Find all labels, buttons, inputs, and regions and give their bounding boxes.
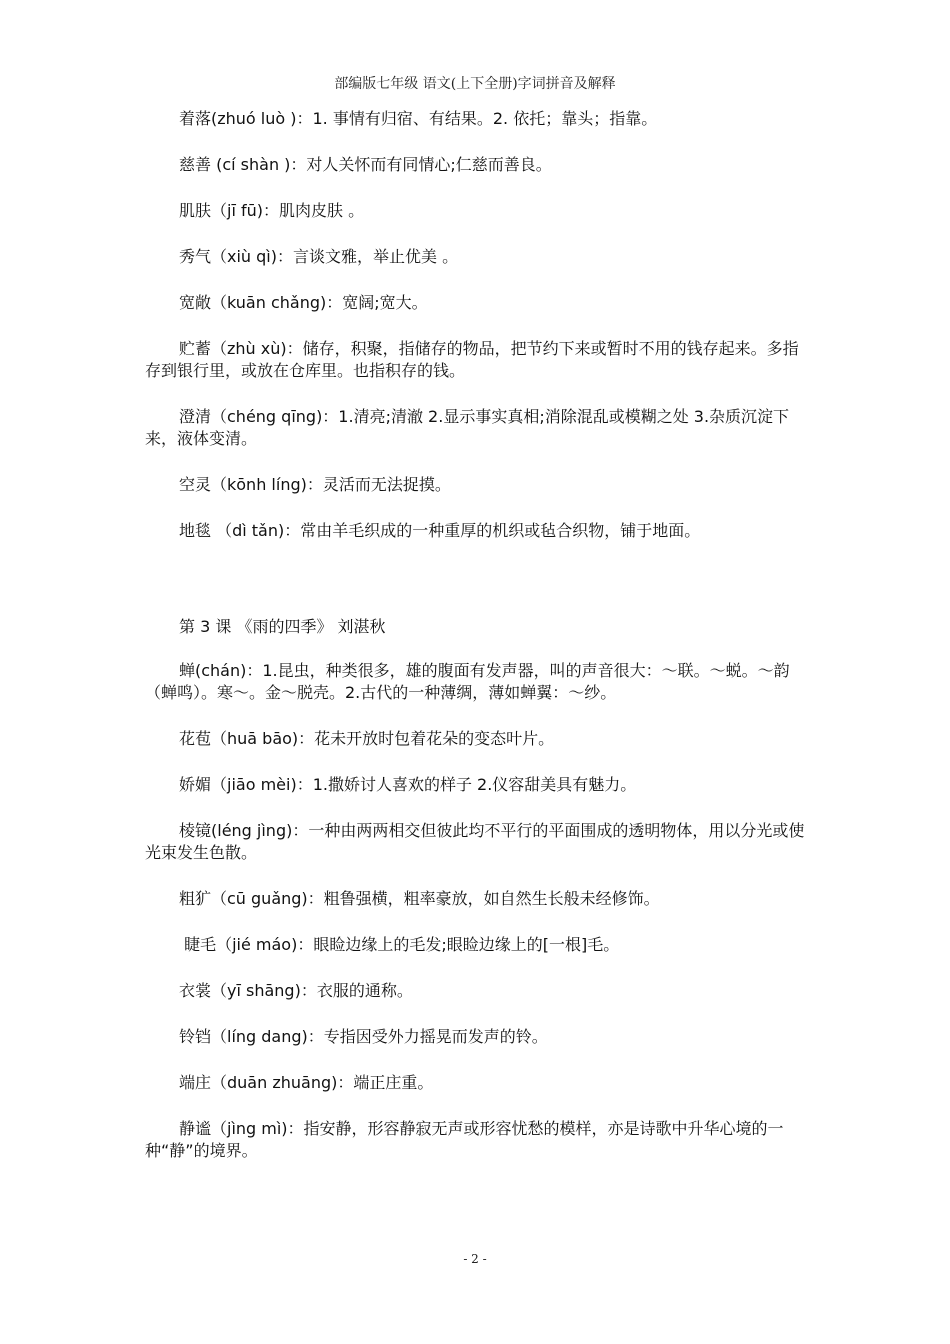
vocab-entry: 宽敞（kuān chǎng)：宽阔;宽大。	[179, 293, 428, 312]
page-header: 部编版七年级 语文(上下全册)字词拼音及解释	[334, 76, 616, 92]
vocab-entry: 贮蓄（zhù xù)：储存，积聚，指储存的物品，把节约下来或暂时不用的钱存起来。多指存到银行里，或放在仓库里。也指积存的钱。	[145, 339, 799, 380]
vocab-entry: 慈善 (cí shàn )：对人关怀而有同情心;仁慈而善良。	[179, 155, 552, 174]
vocab-entry: 着落(zhuó luò )：1. 事情有归宿、有结果。2. 依托；靠头；指靠。	[179, 109, 658, 128]
vocab-entry: 睫毛（jié máo)：眼睑边缘上的毛发;眼睑边缘上的[一根]毛。	[179, 935, 620, 954]
vocab-entry: 铃铛（líng dang)：专指因受外力摇晃而发声的铃。	[179, 1027, 548, 1046]
page-number: - 2 -	[463, 1252, 487, 1266]
vocab-entry: 蝉(chán)：1.昆虫，种类很多，雄的腹面有发声器，叫的声音很大：～联。～蜕。～韵（蝉鸣）。寒～。金～脱壳。2.古代的一种薄绸，薄如蝉翼：～纱。	[145, 661, 790, 702]
vocab-entry: 肌肤（jī fū)：肌肉皮肤 。	[179, 201, 365, 220]
vocab-entry: 端庄（duān zhuāng)：端正庄重。	[179, 1073, 434, 1092]
vocab-entry: 澄清（chéng qīng)：1.清亮;清澈 2.显示事实真相;消除混乱或模糊之处 3.杂质沉淀下来，液体变清。	[145, 407, 790, 448]
document-body	[145, 108, 813, 1186]
vocab-entry: 秀气（xiù qì)：言谈文雅，举止优美 。	[179, 247, 459, 266]
vocab-entry: 娇媚（jiāo mèi)：1.撒娇讨人喜欢的样子 2.仪容甜美具有魅力。	[179, 775, 637, 794]
vocab-entry: 衣裳（yī shāng)：衣服的通称。	[179, 981, 413, 1000]
vocab-entry: 粗犷（cū guǎng)：粗鲁强横，粗率豪放，如自然生长般未经修饰。	[179, 889, 660, 908]
vocab-entry: 棱镜(léng jìng)：一种由两两相交但彼此均不平行的平面围成的透明物体，用以分光或使光束发生色散。	[145, 821, 805, 862]
vocab-entry: 静谧（jìng mì)：指安静，形容静寂无声或形容忧愁的模样，亦是诗歌中升华心境的一种“静”的境界。	[145, 1119, 784, 1160]
vocab-entry: 地毯 （dì tǎn)：常由羊毛织成的一种重厚的机织或毡合织物，铺于地面。	[179, 521, 701, 540]
vocab-entry: 花苞（huā bāo)：花未开放时包着花朵的变态叶片。	[179, 729, 555, 748]
lesson-title: 第 3 课 《雨的四季》 刘湛秋	[179, 617, 386, 636]
vocab-entry: 空灵（kōnh líng)：灵活而无法捉摸。	[179, 475, 451, 494]
